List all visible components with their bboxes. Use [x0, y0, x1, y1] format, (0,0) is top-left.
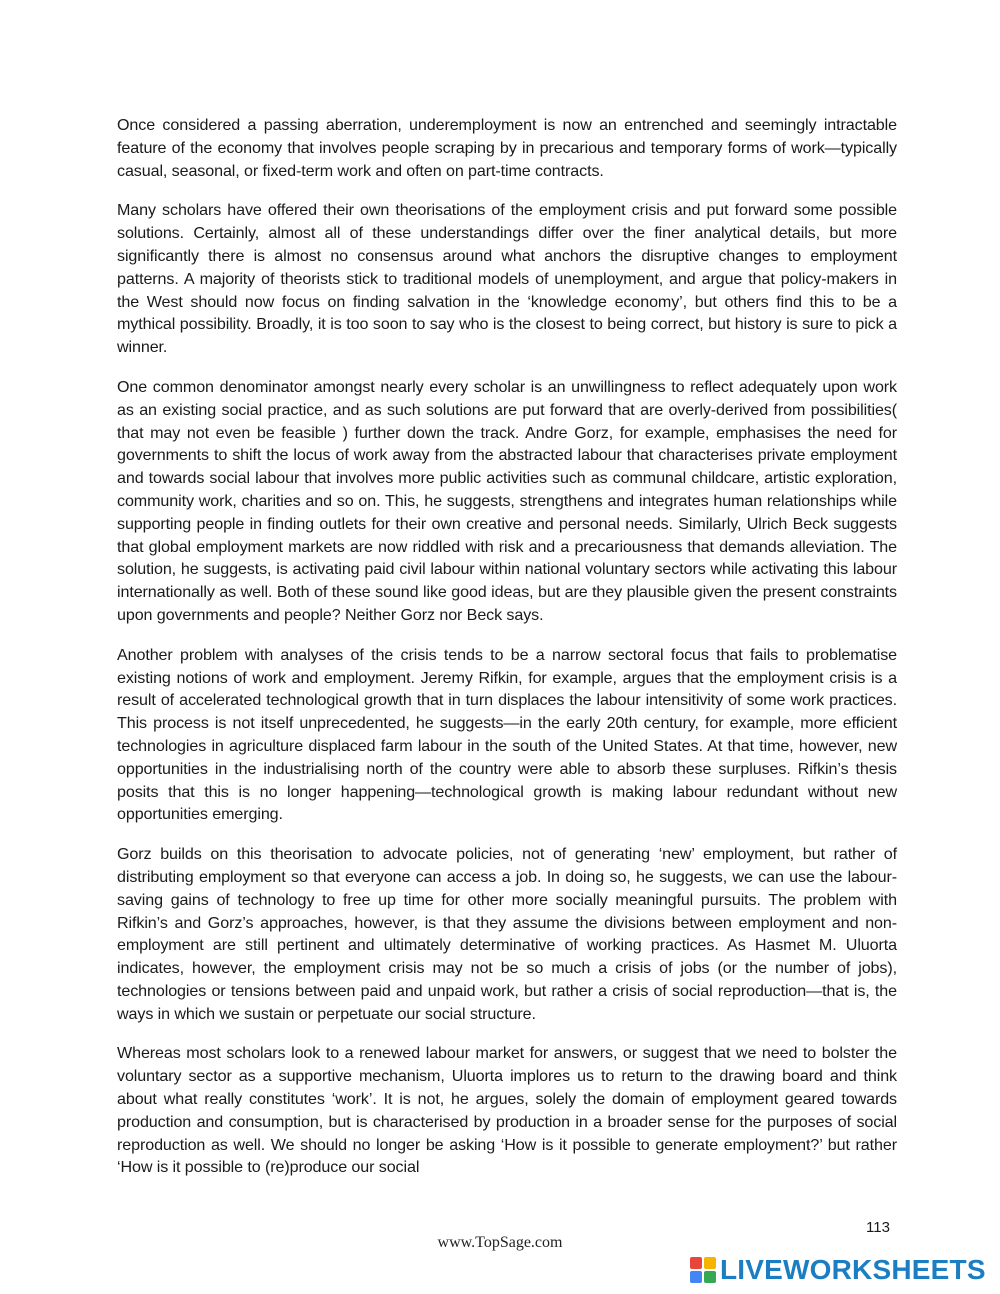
paragraph-2: Many scholars have offered their own theorisations of the employment crisis and put forward some possible solutions. Certainly, almost all of these understandings differ over the finer analytical details, but more significantly there is almost no consensus around what anchors the disruptive changes to employment patterns. A majority of theorists stick to traditional models of unemployment, and argue that policy-makers in the West should now focus on finding salvation in the ‘knowledge economy’, but others find this to be a mythical possibility. Broadly, it is too soon to say who is the closest to being correct, but history is sure to pick a winner.	[117, 201, 897, 357]
liveworksheets-logo-text: LIVEWORKSHEETS	[720, 1254, 986, 1285]
page-body	[117, 114, 897, 1196]
paragraph-4: Another problem with analyses of the crisis tends to be a narrow sectoral focus that fails to problematise existing notions of work and employment. Jeremy Rifkin, for example, argues that the employment crisis is a result of accelerated technological growth that in turn displaces the labour intensitivity of some work practices. This process is not itself unprecedented, he suggests—in the early 20th century, for example, more efficient technologies in agriculture displaced farm labour in the south of the United States. At that time, however, new opportunities in the industrialising north of the country were able to absorb these surpluses. Rifkin’s thesis posits that this is no longer happening—technological growth is making labour redundant without new opportunities emerging.	[117, 645, 897, 824]
page-number: 113	[866, 1219, 890, 1236]
source-url[interactable]: www.TopSage.com	[437, 1234, 563, 1251]
paragraph-5: Gorz builds on this theorisation to advocate policies, not of generating ‘new’ employment, but rather of distributing employment so that everyone can access a job. In doing so, he suggests, we can use the labour-saving gains of technology to free up time for other more socially meaningful pursuits. The problem with Rifkin’s and Gorz’s approaches, however, is that they assume the divisions between employment and non-employment are still pertinent and ultimately determinative of working practices. As Hasmet M. Uluorta indicates, however, the employment crisis may not be so much a crisis of jobs (or the number of jobs), technologies or tensions between paid and unpaid work, but rather a crisis of social reproduction—that is, the ways in which we sustain or perpetuate our social structure.	[117, 845, 897, 1023]
paragraph-3: One common denominator amongst nearly every scholar is an unwillingness to reflect adequately upon work as an existing social practice, and as such solutions are put forward that are overly-derived from possibilities( that may not even be feasible ) further down the track. Andre Gorz, for example, emphasises the need for governments to shift the locus of work away from the abstracted labour that characterises private employment and towards social labour that involves more public activities such as communal childcare, artistic exploration, community work, charities and so on. This, he suggests, strengthens and integrates human relationships while supporting people in finding outlets for their own creative and personal needs. Similarly, Ulrich Beck suggests that global employment markets are now riddled with risk and a precariousness that demands alleviation. The solution, he suggests, is activating paid civil labour within national voluntary sectors while activating this labour internationally as well. Both of these sound like good ideas, but are they plausible given the present constraints upon governments and people? Neither Gorz nor Beck says.	[117, 377, 897, 624]
liveworksheets-grid-icon	[690, 1257, 716, 1283]
liveworksheets-logo[interactable]	[690, 1254, 986, 1286]
paragraph-6: Whereas most scholars look to a renewed labour market for answers, or suggest that we need to bolster the voluntary sector as a supportive mechanism, Uluorta implores us to return to the drawing board and think about what really constitutes ‘work’. It is not, he argues, solely the domain of employment geared towards production and consumption, but is characterised by production in a broader sense for the purposes of social reproduction as well. We should no longer be asking ‘How is it possible to generate employment?’ but rather ‘How is it possible to (re)produce our social	[117, 1044, 897, 1177]
paragraph-1: Once considered a passing aberration, underemployment is now an entrenched and seemingly intractable feature of the economy that involves people scraping by in precarious and temporary forms of work—typically casual, seasonal, or fixed-term work and often on part-time contracts.	[117, 116, 897, 180]
